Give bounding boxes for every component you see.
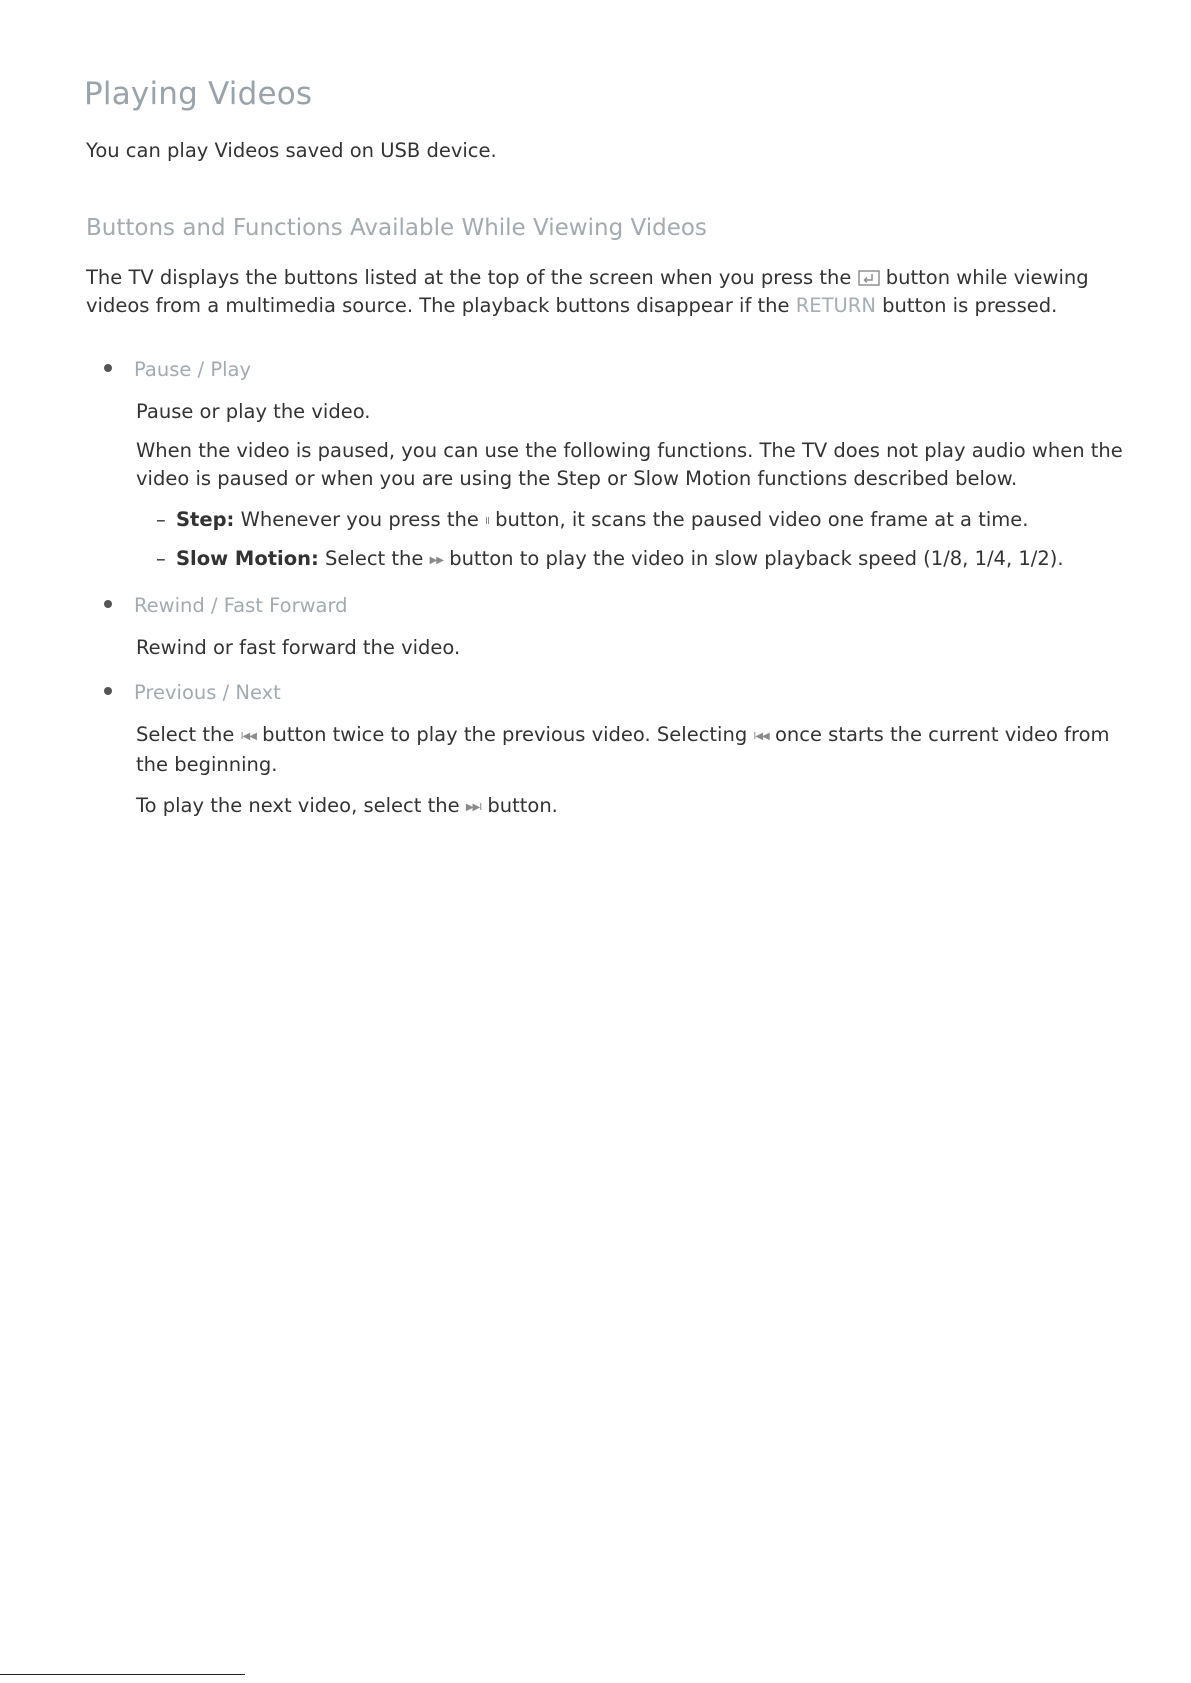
bullet-rewind-ff [104, 594, 348, 617]
lead-text-3: button is pressed. [882, 294, 1058, 317]
rewind-ff-desc: Rewind or fast forward the video. [136, 636, 461, 659]
section-heading: Buttons and Functions Available While Viewing Videos [86, 215, 707, 241]
bullet-pause-play [104, 358, 251, 381]
next-text-a: To play the next video, select the [136, 794, 460, 817]
bullet-dot [104, 687, 112, 695]
dash: – [156, 547, 166, 570]
next-desc [136, 792, 558, 822]
bullet-dot [104, 364, 112, 372]
subitem-step [156, 508, 1028, 531]
slow-motion-text-b: button to play the video in slow playback speed (1/8, 1/4, 1/2). [449, 547, 1064, 570]
previous-text-a: Select the [136, 723, 235, 746]
section-lead [86, 264, 1116, 320]
step-label: Step: [176, 508, 235, 531]
previous-desc [136, 721, 1126, 779]
slow-motion-label: Slow Motion: [176, 547, 319, 570]
previous-icon: I◀◀ [753, 731, 769, 742]
bullet-heading: Rewind / Fast Forward [134, 594, 348, 617]
bullet-dot [104, 600, 112, 608]
pause-play-detail: When the video is paused, you can use the following functions. The TV does not play audio when the video is paused or when you are using the Step or Slow Motion functions described below. [136, 439, 1123, 490]
intro-text: You can play Videos saved on USB device. [86, 139, 497, 162]
bullet-heading: Previous / Next [134, 681, 281, 704]
slow-motion-text-a: Select the [325, 547, 424, 570]
dash: – [156, 508, 166, 531]
fast-forward-icon: ▶▶ [429, 555, 443, 566]
step-text-b: button, it scans the paused video one frame at a time. [495, 508, 1029, 531]
previous-text-b: button twice to play the previous video. Selecting [262, 723, 748, 746]
footer-rule [0, 1674, 245, 1675]
pause-play-desc: Pause or play the video. [136, 400, 371, 423]
page-title: Playing Videos [84, 76, 313, 112]
bullet-previous-next [104, 681, 281, 704]
lead-text-1: The TV displays the buttons listed at the top of the screen when you press the [86, 266, 852, 289]
enter-button-icon [858, 270, 880, 286]
subitem-slow-motion [156, 547, 1064, 570]
next-icon: ▶▶I [465, 802, 482, 813]
next-text-b: button. [487, 794, 558, 817]
lead-text-2: button while viewing videos from a multimedia source. The playback buttons disappear if the [86, 266, 1089, 317]
bullet-heading: Pause / Play [134, 358, 251, 381]
pause-icon: II [485, 516, 489, 527]
return-button-label: RETURN [795, 294, 876, 317]
previous-icon: I◀◀ [240, 731, 256, 742]
step-text-a: Whenever you press the [240, 508, 479, 531]
previous-text-c: once starts the current video from the beginning. [136, 723, 1110, 776]
